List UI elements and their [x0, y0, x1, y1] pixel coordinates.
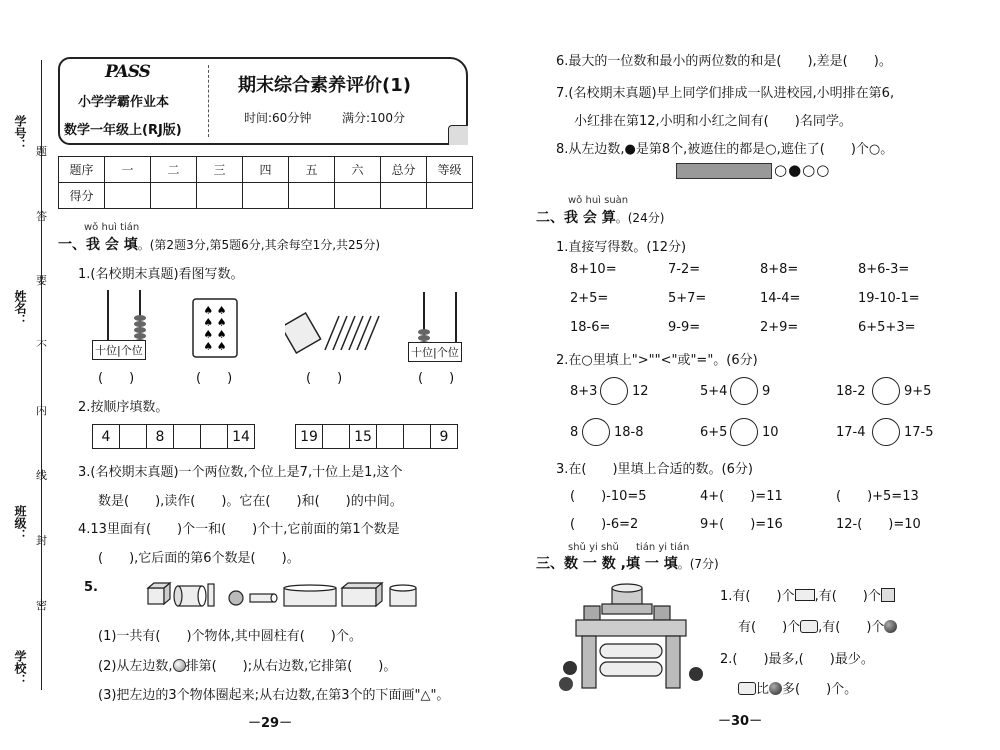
fill-item[interactable]: ( )+5=13	[836, 489, 919, 504]
q4-line2: ( ),它后面的第6个数是( )。	[98, 551, 300, 566]
abacus-label-1: 十位|个位	[92, 340, 146, 360]
sequence-blank[interactable]	[120, 425, 147, 449]
school-label: 学校：	[13, 650, 27, 686]
s2-q3-prompt: 3.在( )里填上合适的数。(6分)	[556, 462, 753, 477]
q8-dots: ○●○○	[774, 161, 831, 179]
score-cell[interactable]	[381, 183, 427, 209]
calc-item: 8+6-3=	[858, 262, 910, 277]
sequence-cell: 15	[350, 425, 377, 449]
s3-q2-line2: 比 多( )个。	[738, 678, 857, 697]
ball-icon	[884, 620, 897, 633]
sequence-cell: 4	[93, 425, 120, 449]
fill-item[interactable]: 9+( )=16	[700, 517, 783, 532]
student-number-label: 学号：	[13, 115, 27, 151]
compare-right: 12	[632, 384, 649, 399]
score-cell[interactable]	[335, 183, 381, 209]
seal-char: 答	[36, 210, 47, 223]
score-cell[interactable]	[289, 183, 335, 209]
sequence-cell: 9	[431, 425, 458, 449]
page-number-right: －30－	[718, 714, 763, 729]
student-name-label: 姓名：	[13, 290, 27, 326]
s2-q1-prompt: 1.直接写得数。(12分)	[556, 240, 687, 255]
section3-heading	[536, 553, 719, 573]
calc-item: 14-4=	[760, 291, 801, 306]
compare-left: 8+3	[570, 384, 598, 399]
section1-title: 一、我 会 填	[58, 237, 138, 253]
score-cell[interactable]	[243, 183, 289, 209]
seal-char: 不	[36, 339, 47, 352]
seal-char: 封	[36, 534, 47, 547]
cylinder-icon	[738, 682, 756, 695]
q2-prompt: 2.按顺序填数。	[78, 400, 169, 415]
svg-text:♠ ♠: ♠ ♠	[203, 304, 227, 317]
compare-left: 17-4	[836, 425, 866, 440]
ball-icon	[173, 659, 186, 672]
svg-text:♠ ♠: ♠ ♠	[203, 340, 227, 353]
exam-time: 时间:60分钟	[244, 111, 312, 125]
page-title: 期末综合素养评价(1)	[238, 75, 411, 96]
block-structure-picture	[556, 578, 706, 698]
sequence-cell: 8	[147, 425, 174, 449]
header-box	[58, 57, 468, 145]
section2-points: 。(24分)	[615, 211, 665, 225]
fill-item[interactable]: 4+( )=11	[700, 489, 783, 504]
section1-heading	[58, 234, 380, 254]
answer-blank[interactable]: ( )	[196, 371, 233, 386]
abacus-label-2: 十位|个位	[408, 342, 462, 362]
playing-card-picture	[192, 298, 238, 358]
compare-circle[interactable]	[872, 377, 900, 405]
sequence-box-1	[92, 424, 255, 449]
brand-logo: PASS	[105, 62, 150, 82]
cover-bar	[676, 163, 772, 179]
section2-pinyin: wǒ huì suàn	[568, 195, 629, 206]
answer-blank[interactable]: ( )	[306, 371, 343, 386]
page-curl	[448, 125, 468, 145]
fill-item[interactable]: 12-( )=10	[836, 517, 921, 532]
sticks-picture	[285, 310, 385, 356]
s3-q1-line1: 1.有( )个 ,有( )个	[720, 585, 895, 604]
s3-q2-text: 2.( )最多,( )最少。	[720, 652, 874, 667]
section3-title: 三、数 一 数 ,填 一 填	[536, 556, 678, 572]
cylinder-icon	[800, 620, 818, 633]
svg-text:♠ ♠: ♠ ♠	[203, 328, 227, 341]
calc-item: 2+9=	[760, 320, 799, 335]
seal-char: 内	[36, 404, 47, 417]
compare-left: 5+4	[700, 384, 728, 399]
sequence-box-2	[295, 424, 458, 449]
compare-circle[interactable]	[730, 418, 758, 446]
compare-circle[interactable]	[730, 377, 758, 405]
answer-blank[interactable]: ( )	[418, 371, 455, 386]
sequence-blank[interactable]	[201, 425, 228, 449]
compare-right: 18-8	[614, 425, 644, 440]
calc-item: 2+5=	[570, 291, 609, 306]
ball-icon	[769, 682, 782, 695]
full-score: 满分:100分	[342, 111, 405, 125]
calc-item: 9-9=	[668, 320, 701, 335]
calc-item: 6+5+3=	[858, 320, 916, 335]
calc-item: 7-2=	[668, 262, 701, 277]
sequence-cell: 19	[296, 425, 323, 449]
score-cell[interactable]	[427, 183, 473, 209]
compare-right: 9+5	[904, 384, 932, 399]
section3-pinyin-1: shǔ yi shǔ	[568, 542, 619, 553]
compare-circle[interactable]	[600, 377, 628, 405]
score-cell[interactable]	[105, 183, 151, 209]
sequence-cell: 14	[228, 425, 255, 449]
seal-char: 题	[36, 145, 47, 158]
compare-left: 6+5	[700, 425, 728, 440]
s3-q1-line2: 有( )个 ,有( )个	[738, 616, 897, 635]
compare-left: 18-2	[836, 384, 866, 399]
q5-number: 5.	[84, 580, 98, 595]
sequence-blank[interactable]	[323, 425, 350, 449]
solid-shapes-row	[144, 580, 424, 610]
score-cell[interactable]	[151, 183, 197, 209]
compare-circle[interactable]	[582, 418, 610, 446]
section2-heading	[536, 207, 664, 227]
q5-sub3: (3)把左边的3个物体圈起来;从右边数,在第3个的下面画"△"。	[98, 688, 450, 703]
cube-icon	[881, 588, 895, 602]
cuboid-icon	[795, 589, 815, 601]
sequence-blank[interactable]	[174, 425, 201, 449]
q5-sub1: (1)一共有( )个物体,其中圆柱有( )个。	[98, 629, 362, 644]
section3-points: 。(7分)	[677, 557, 719, 571]
compare-circle[interactable]	[872, 418, 900, 446]
sequence-blank[interactable]	[404, 425, 431, 449]
section1-points: 。(第2题3分,第5题6分,其余每空1分,共25分)	[137, 238, 381, 252]
calc-item: 18-6=	[570, 320, 611, 335]
seal-char: 线	[36, 469, 47, 482]
compare-right: 10	[762, 425, 779, 440]
section1-pinyin: wǒ huì tián	[84, 222, 140, 233]
svg-text:♠ ♠: ♠ ♠	[203, 316, 227, 329]
page-number-left: －29－	[248, 716, 293, 731]
calc-item: 8+8=	[760, 262, 799, 277]
fill-item[interactable]: ( )-10=5	[570, 489, 647, 504]
s2-q2-prompt: 2.在○里填上">""<"或"="。(6分)	[556, 353, 758, 368]
calc-item: 8+10=	[570, 262, 617, 277]
class-label: 班级：	[13, 505, 27, 541]
fill-item[interactable]: ( )-6=2	[570, 517, 639, 532]
q3-line1: 3.(名校期末真题)一个两位数,个位上是7,十位上是1,这个	[78, 465, 403, 480]
series-name: 小学学霸作业本	[78, 95, 170, 110]
q4-line1: 4.13里面有( )个一和( )个十,它前面的第1个数是	[78, 522, 400, 537]
score-table-row: 得分	[59, 183, 473, 209]
section3-pinyin-2: tián yi tián	[636, 542, 690, 553]
section2-title: 二、我 会 算	[536, 210, 616, 226]
calc-item: 19-10-1=	[858, 291, 920, 306]
q3-line2: 数是( ),读作( )。它在( )和( )的中间。	[98, 494, 403, 509]
seal-char: 要	[36, 274, 47, 287]
q8-text: 8.从左边数,●是第8个,被遮住的都是○,遮住了( )个○。	[556, 142, 894, 157]
subject-name: 数学一年级上(RJ版)	[64, 123, 182, 138]
calc-item: 5+7=	[668, 291, 707, 306]
sequence-blank[interactable]	[377, 425, 404, 449]
compare-right: 9	[762, 384, 771, 399]
q5-sub2: (2)从左边数, 排第( );从右边数,它排第( )。	[98, 659, 397, 674]
seal-char: 密	[36, 599, 47, 612]
compare-right: 17-5	[904, 425, 934, 440]
q6-text: 6.最大的一位数和最小的两位数的和是( ),差是( )。	[556, 54, 892, 69]
score-cell[interactable]	[197, 183, 243, 209]
score-table	[58, 156, 473, 209]
q1-prompt: 1.(名校期末真题)看图写数。	[78, 267, 244, 282]
q7-line1: 7.(名校期末真题)早上同学们排成一队进校园,小明排在第6,	[556, 86, 895, 101]
answer-blank[interactable]: ( )	[98, 371, 135, 386]
q7-line2: 小红排在第12,小明和小红之间有( )名同学。	[574, 114, 852, 129]
compare-left: 8	[570, 425, 579, 440]
score-table-header: 题序 一 二 三 四 五 六 总分 等级	[59, 157, 473, 183]
